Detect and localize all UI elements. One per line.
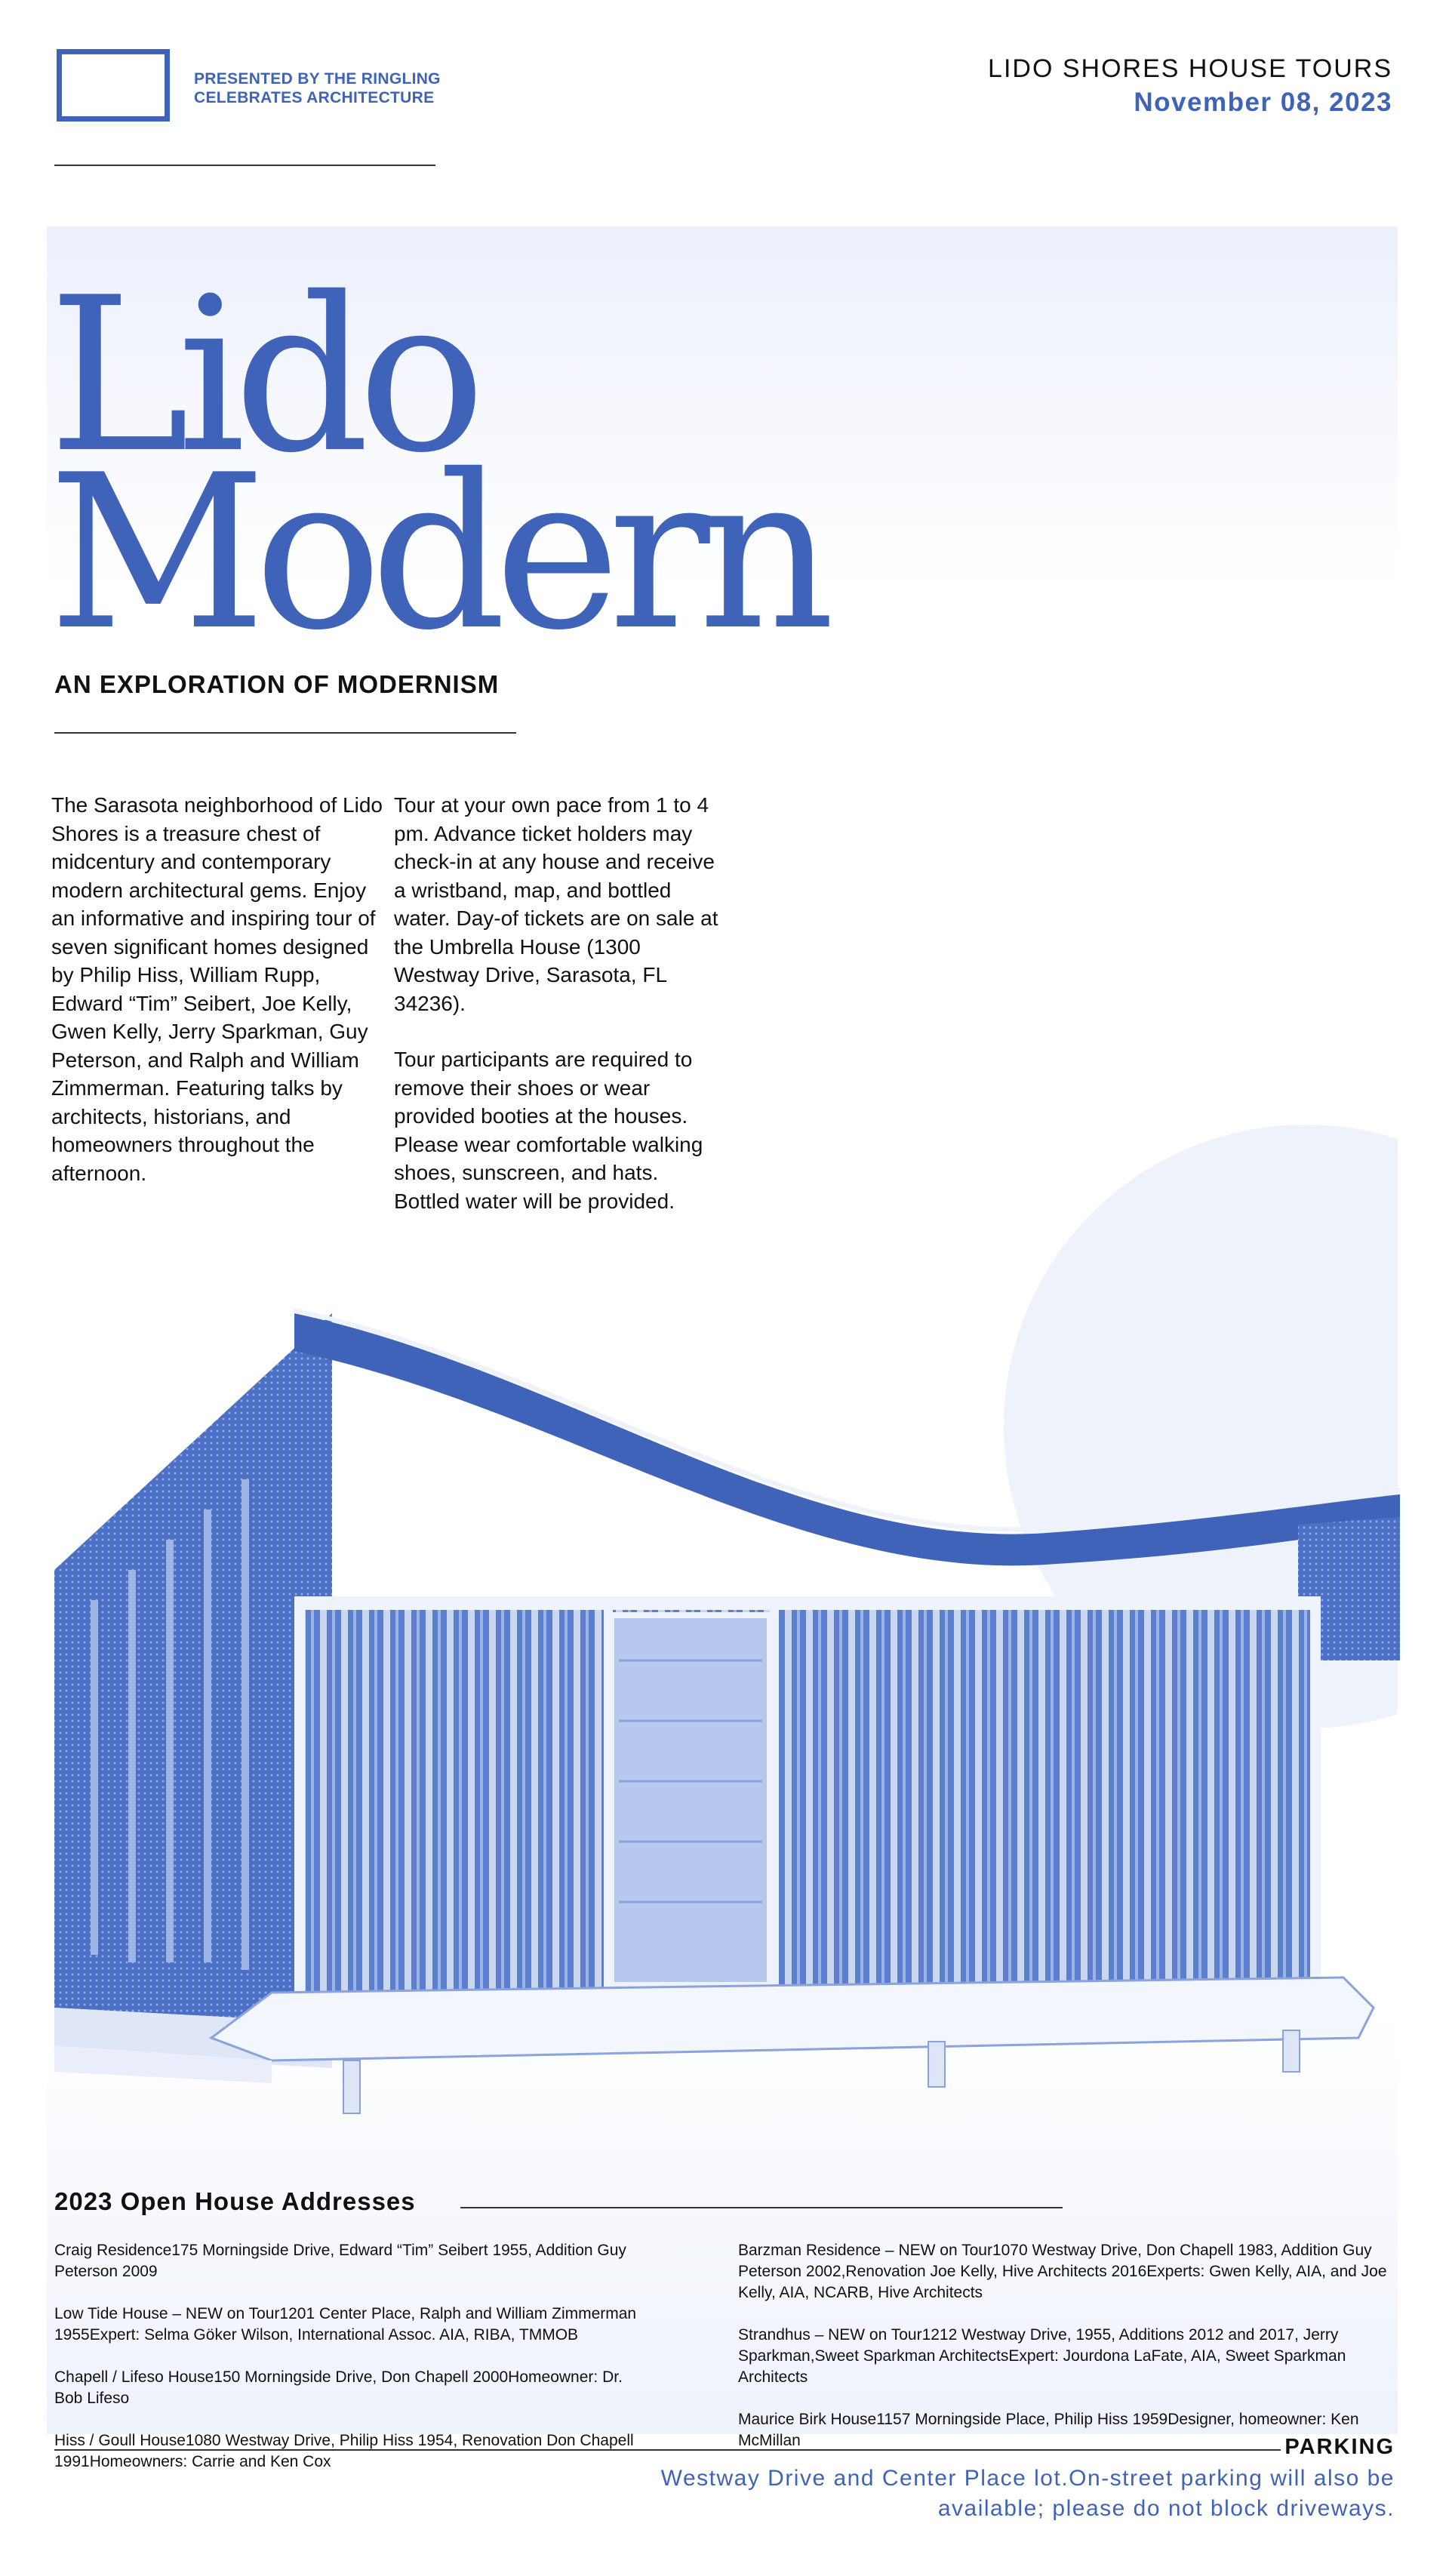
title-line-1: Lido: [48, 251, 474, 500]
intro-column: [51, 791, 387, 1215]
address-entry: Strandhus – NEW on Tour1212 Westway Drive, 1955, Additions 2012 and 2017, Jerry Sparkman,Sweet Sparkman ArchitectsExpert: Jourdona LaFate, AIA, Sweet Sparkman Architects: [738, 2326, 1346, 2386]
page-margin: [1398, 0, 1449, 2576]
event-date: November 08, 2023: [1134, 88, 1392, 117]
address-entry: Barzman Residence – NEW on Tour1070 Westway Drive, Don Chapell 1983, Addition Guy Peterson 2002,Renovation Joe Kelly, Hive Architects 2016Experts: Gwen Kelly, AIA, and Joe Kelly, AIA, NCARB, Hive Architects: [738, 2242, 1387, 2301]
event-title: LIDO SHORES HOUSE TOURS: [988, 54, 1392, 83]
address-entry: Hiss / Goull House1080 Westway Drive, Philip Hiss 1954, Renovation Don Chapell 1991Homeowners: Carrie and Ken Cox: [54, 2432, 634, 2470]
presented-by: [194, 69, 441, 107]
ringling-logo-box: [57, 49, 170, 122]
title-line-2: Modern: [48, 429, 823, 677]
subtitle-divider: [54, 732, 516, 734]
address-entry: Low Tide House – NEW on Tour1201 Center Place, Ralph and William Zimmerman 1955Expert: Selma Göker Wilson, International Assoc. AIA, RIBA, TMMOB: [54, 2305, 637, 2344]
page-title: [48, 251, 823, 677]
intro-paragraph: The Sarasota neighborhood of Lido Shores is a treasure chest of midcentury and contemporary modern architectural gems. Enjoy an informative and inspiring tour of seven significant homes designed by Philip Hiss, William Rupp, Edward “Tim” Seibert, Joe Kelly, Gwen Kelly, Jerry Sparkman, Guy Peterson, and Ralph and William Zimmerman. Featuring talks by architects, historians, and homeowners throughout the afternoon.: [51, 793, 383, 1185]
shoes-info-paragraph: Tour participants are required to remove their shoes or wear provided booties at the houses. Please wear comfortable walking shoes, sunscreen, and hats. Bottled water will be provided.: [394, 1048, 703, 1213]
parking-divider: [54, 2449, 1281, 2451]
address-entry: Chapell / Lifeso House150 Morningside Drive, Don Chapell 2000Homeowner: Dr. Bob Lifeso: [54, 2368, 623, 2407]
page-subtitle: AN EXPLORATION OF MODERNISM: [54, 670, 500, 698]
header-divider: [54, 165, 435, 166]
presented-line-2: CELEBRATES ARCHITECTURE: [194, 89, 435, 106]
tour-info-paragraph: Tour at your own pace from 1 to 4 pm. Advance ticket holders may check-in at any house and receive a wristband, map, and bottled water. Day-of tickets are on sale at the Umbrella House (1300 Westway Drive, Sarasota, FL 34236).: [394, 793, 718, 1015]
addresses-left-column: [54, 2240, 651, 2494]
address-entry: Craig Residence175 Morningside Drive, Edward “Tim” Seibert 1955, Addition Guy Peterson 2009: [54, 2242, 626, 2280]
addresses-divider: [460, 2207, 1063, 2208]
presented-line-1: PRESENTED BY THE RINGLING: [194, 70, 441, 88]
modern-house-illustration: [45, 1283, 1404, 2121]
address-entry: Maurice Birk House1157 Morningside Place, Philip Hiss 1959Designer, homeowner: Ken McMillan: [738, 2411, 1359, 2449]
parking-text: Westway Drive and Center Place lot.On-street parking will also be available; please do not block driveways.: [660, 2466, 1395, 2521]
details-column: [394, 791, 730, 1243]
parking-title: PARKING: [1284, 2435, 1395, 2459]
addresses-heading: 2023 Open House Addresses: [54, 2187, 416, 2215]
